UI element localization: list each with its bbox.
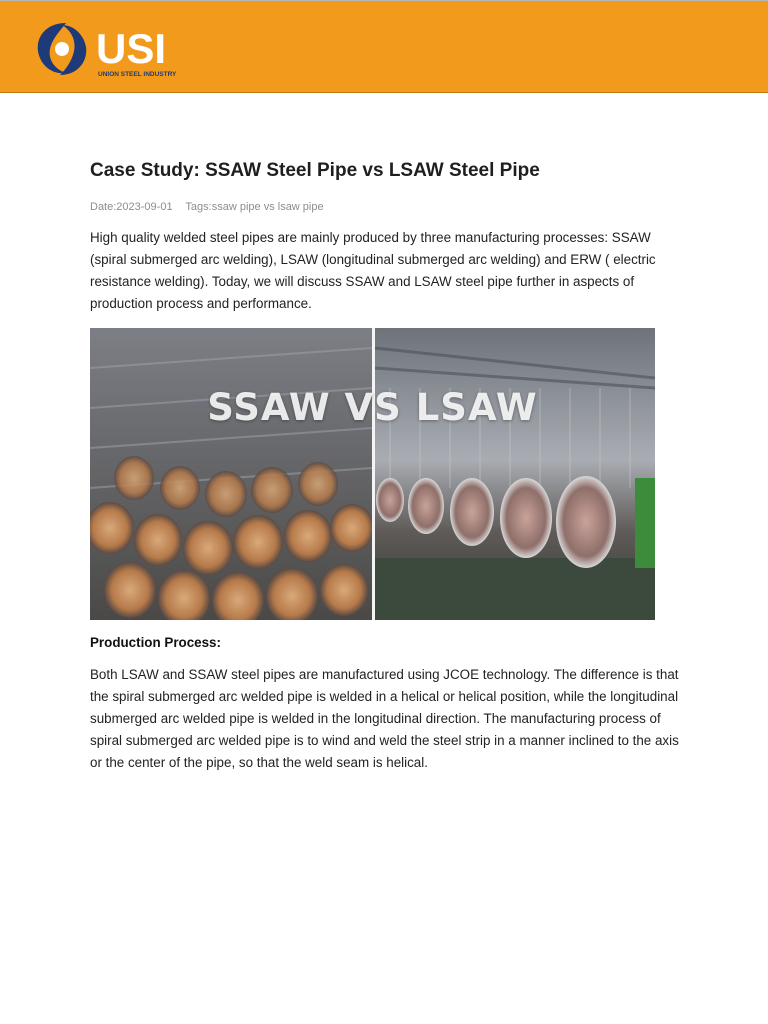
- section-body-production-process: Both LSAW and SSAW steel pipes are manufactured using JCOE technology. The difference is that the spiral submerged arc welded pipe is welded in a helical or helical position, while the longitudinal submerged arc welded pipe is welded in the longitudinal direction. The manufacturing process of spiral submerged arc welded pipe is to wind and weld the steel strip in a manner inclined to the axis or the center of the pipe, so that the weld seam is helical.: [90, 667, 679, 770]
- article-tags: [185, 201, 323, 213]
- logo-subtext: UNION STEEL INDUSTRY: [98, 71, 177, 78]
- article: [90, 158, 680, 774]
- pipes-photo: [90, 328, 655, 620]
- usi-logo: [32, 19, 184, 79]
- article-hero-image: [90, 328, 655, 620]
- site-logo-link[interactable]: [32, 19, 184, 79]
- article-title: Case Study: SSAW Steel Pipe vs LSAW Steel Pipe: [90, 160, 540, 181]
- site-header: [0, 0, 768, 93]
- article-date: Date:2023-09-01: [90, 201, 173, 213]
- tags-label: Tags:: [185, 201, 212, 213]
- hero-caption: SSAW VS LSAW: [207, 386, 538, 429]
- article-intro: High quality welded steel pipes are mainly produced by three manufacturing processes: SSAW (spiral submerged arc welding), LSAW (longitudinal submerged arc welding) and ERW ( electric resistance welding). Today, we will discuss SSAW and LSAW steel pipe further in aspects of production process and performance.: [90, 230, 656, 311]
- tag-link[interactable]: ssaw pipe vs lsaw pipe: [211, 201, 324, 213]
- section-heading-production-process: Production Process:: [90, 635, 221, 650]
- article-meta: [90, 201, 680, 215]
- logo-wordmark: USI: [96, 25, 167, 72]
